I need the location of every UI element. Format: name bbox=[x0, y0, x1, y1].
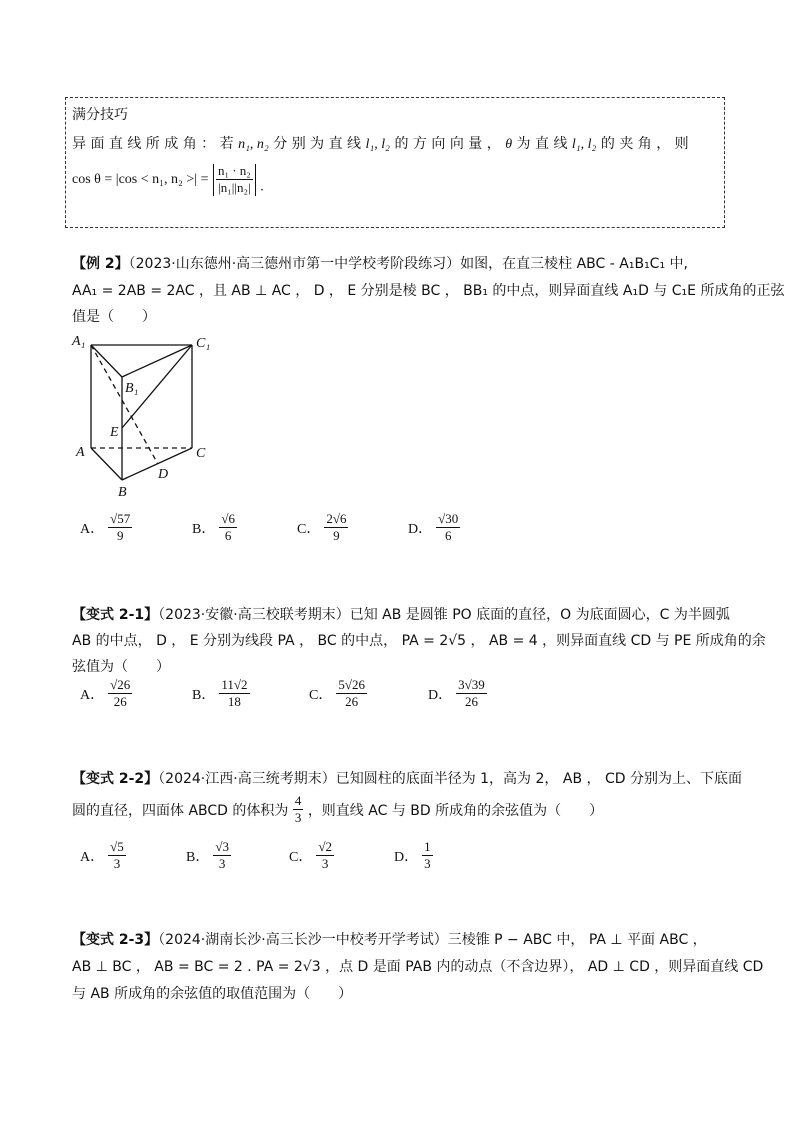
variant21-line-3: 弦值为（ ） bbox=[72, 659, 170, 675]
variant21-option-b: B． $\frac{11√2}{18}$ bbox=[192, 677, 248, 710]
tip-box bbox=[65, 97, 725, 228]
example2-line-1: 【例 2】（2023·山东德州·高三德州市第一中学校考阶段练习）如图，在直三棱柱 ABC - A₁B₁C₁ 中, bbox=[72, 256, 688, 272]
example2-line-2: AA₁ = 2AB = 2AC ，且 AB ⊥ AC ， D ， E 分别是棱 BC ， BB₁ 的中点，则异面直线 A₁D 与 C₁E 所成角的正弦 bbox=[72, 283, 785, 299]
variant21-option-d: D． $\frac{3√39}{26}$ bbox=[428, 677, 485, 710]
tip-line-1: 异 面 直 线 所 成 角 ： 若 n₁, n₂ 分 别 为 直 线 l₁, l₂ 的 方 向 向 量 ， θ 为 直 线 l₁, l₂ 的 夹 角 ， 则 bbox=[72, 136, 689, 152]
variant22-option-b: B． $\frac{√3}{3}$ bbox=[186, 839, 229, 872]
variant22-option-c: C． $\frac{√2}{3}$ bbox=[289, 839, 332, 872]
label-e: E bbox=[110, 425, 119, 440]
prism-figure bbox=[70, 330, 230, 505]
variant22-option-d: D． $\frac{1}{3}$ bbox=[394, 839, 431, 872]
variant21-line-2: AB 的中点， D ， E 分别为线段 PA ， BC 的中点， PA = 2√5 ， AB = 4 ，则异面直线 CD 与 PE 所成角的余 bbox=[72, 633, 766, 649]
variant23-line-2: AB ⊥ BC ， AB = BC = 2 . PA = 2√3 ，点 D 是面 PAB 内的动点（不含边界）， AD ⊥ CD ，则异面直线 CD bbox=[72, 959, 764, 975]
example2-option-b: B． $\frac{√6}{6}$ bbox=[192, 511, 235, 544]
example2-option-a: A． $\frac{√57}{9}$ bbox=[80, 511, 131, 544]
label-a1: A₁ bbox=[72, 334, 86, 349]
variant23-line-1: 【变式 2-3】（2024·湖南长沙·高三长沙一中校考开学考试）三棱锥 P − ABC 中， PA ⊥ 平面 ABC ， bbox=[72, 932, 707, 948]
variant21-option-a: A． $\frac{√26}{26}$ bbox=[80, 677, 131, 710]
variant22-line-2: 圆的直径，四面体 ABCD 的体积为 $\frac{4}{3}$ ，则直线 AC 与 BD 所成角的余弦值为（ ） bbox=[72, 793, 604, 826]
variant21-line-1: 【变式 2-1】（2023·安徽·高三校联考期末）已知 AB 是圆锥 PO 底面的直径，O 为底面圆心，C 为半圆弧 bbox=[72, 607, 730, 623]
label-a: A bbox=[76, 445, 85, 460]
label-d: D bbox=[158, 467, 169, 482]
example2-option-c: C． $\frac{2√6}{9}$ bbox=[297, 511, 347, 544]
tip-formula: cos θ = |cos < n₁, n₂ >| = $\frac{\text{n₁ · n₂}}{\text{|n₁||n₂|}}$ . bbox=[72, 163, 264, 196]
example2-option-d: D． $\frac{√30}{6}$ bbox=[408, 511, 459, 544]
variant22-line-1: 【变式 2-2】（2024·江西·高三统考期末）已知圆柱的底面半径为 1，高为 2， AB ， CD 分别为上、下底面 bbox=[72, 771, 742, 787]
tip-title: 满分技巧 bbox=[72, 107, 128, 123]
label-b1: B₁ bbox=[125, 381, 139, 396]
example2-line-3: 值是（ ） bbox=[72, 309, 156, 325]
label-c1: C₁ bbox=[196, 336, 211, 351]
variant23-line-3: 与 AB 所成角的余弦值的取值范围为（ ） bbox=[72, 986, 353, 1002]
variant22-option-a: A． $\frac{√5}{3}$ bbox=[80, 839, 124, 872]
label-b: B bbox=[118, 485, 127, 500]
label-c: C bbox=[196, 446, 206, 461]
variant21-option-c: C． $\frac{5√26}{26}$ bbox=[309, 677, 365, 710]
